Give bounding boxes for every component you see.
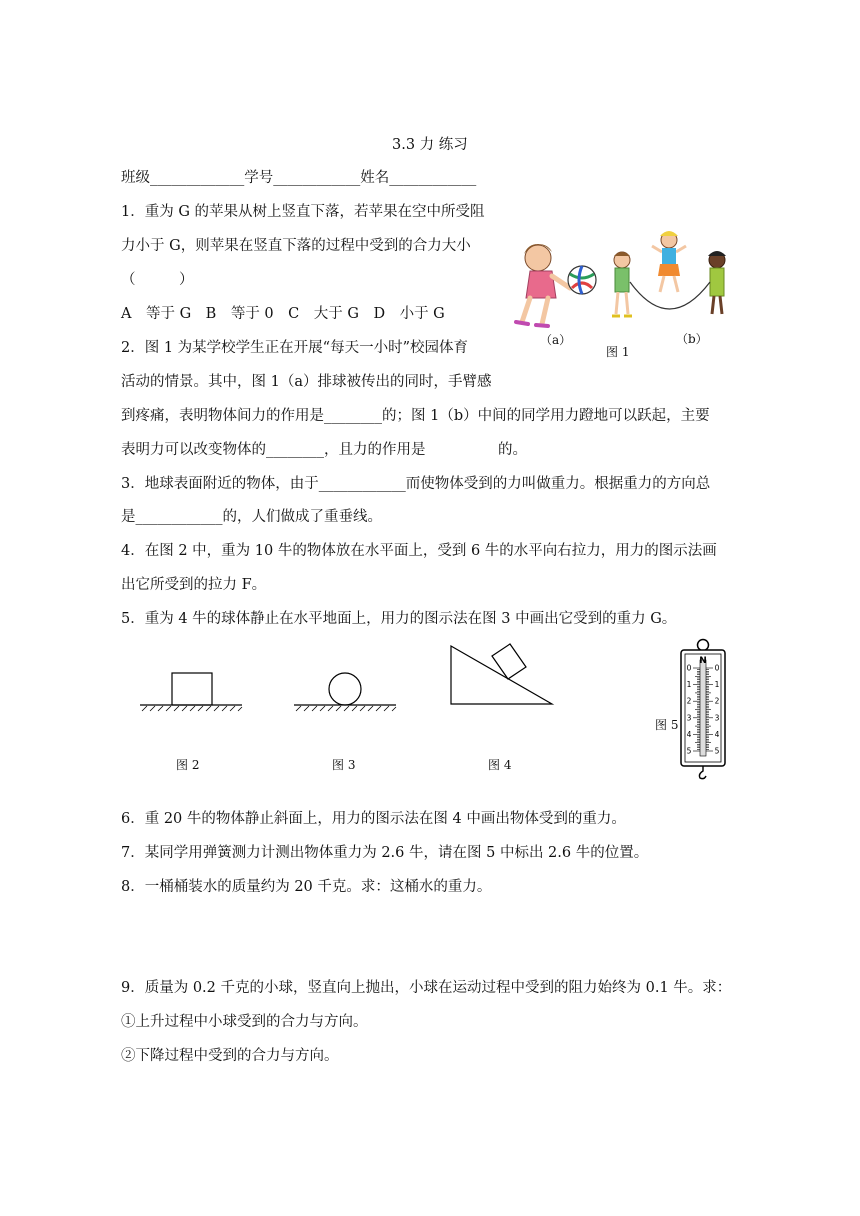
q1-line-1: 1．重为 G 的苹果从树上竖直下落，若苹果在空中所受阻 — [121, 204, 485, 220]
scale-tick-label: 2 — [714, 696, 720, 706]
volleyball-icon — [568, 266, 596, 294]
q4-line-2: 出它所受到的拉力 F。 — [121, 577, 267, 593]
q2-line-3: 到疼痛，表明物体间力的作用是________的；图 1（b）中间的同学用力蹬地可以跃起，主要 — [121, 408, 710, 424]
scale-tick-label: 5 — [714, 746, 720, 756]
scale-tick-label: 3 — [686, 713, 692, 723]
scale-tick-label: 3 — [714, 713, 720, 723]
student-info-line: 班级_____________学号____________姓名____________ — [121, 170, 477, 186]
q9-line-1: 9．质量为 0.2 千克的小球，竖直向上抛出，小球在运动过程中受到的阻力始终为 0.1 牛。求： — [121, 980, 732, 996]
q2-line-4: 表明力可以改变物体的________，且力的作用是 的。 — [121, 442, 527, 458]
ball-shape — [329, 673, 361, 705]
q9-line-3: ②下降过程中受到的合力与方向。 — [121, 1048, 339, 1064]
q8-text: 8．一桶桶装水的质量约为 20 千克。求：这桶水的重力。 — [121, 879, 492, 895]
jump-rope-kid-right-icon — [708, 251, 726, 314]
scale-tick-label: 5 — [686, 746, 692, 756]
q3-line-2: 是____________的，人们做成了重垂线。 — [121, 509, 382, 525]
figure-1a-caption: （a） — [540, 333, 572, 347]
scale-tick-label: 0 — [714, 663, 720, 673]
scale-tick-label: 4 — [686, 729, 692, 739]
jump-rope-kid-center-icon — [652, 231, 686, 292]
q4-line-1: 4．在图 2 中，重为 10 牛的物体放在水平面上，受到 6 牛的水平向右拉力，用力的图示法画 — [121, 543, 717, 559]
spring-scale-icon — [678, 638, 728, 780]
q1-line-2: 力小于 G，则苹果在竖直下落的过程中受到的合力大小 — [121, 238, 471, 254]
q1-line-3: （ ） — [121, 272, 194, 288]
q2-line-2: 活动的情景。其中，图 1（a）排球被传出的同时，手臂感 — [121, 374, 492, 390]
ground-hatching — [296, 706, 396, 711]
figure-5-caption: 图 5 — [655, 718, 679, 732]
scale-tick-label: 4 — [714, 729, 720, 739]
figure-4-caption: 图 4 — [488, 758, 512, 772]
scale-tick-label: 2 — [686, 696, 692, 706]
figure-1-caption: 图 1 — [606, 345, 630, 359]
q5-text: 5．重为 4 牛的球体静止在水平地面上，用力的图示法在图 3 中画出它受到的重力 G。 — [121, 611, 677, 627]
q1-options: A 等于 G B 等于 0 C 大于 G D 小于 G — [121, 306, 445, 322]
jump-rope-kid-left-icon — [612, 252, 632, 316]
scale-tick-label: 0 — [686, 663, 692, 673]
jump-rope-icon — [630, 282, 710, 309]
block-shape — [172, 673, 212, 705]
page-title: 3.3 力 练习 — [392, 137, 468, 153]
figure-3-caption: 图 3 — [332, 758, 356, 772]
figure-2-caption: 图 2 — [176, 758, 200, 772]
figure-1-illustration — [512, 226, 742, 336]
volleyball-girl-icon — [516, 244, 570, 326]
scale-tick-label: 1 — [714, 680, 720, 690]
scale-tick-label: 1 — [686, 680, 692, 690]
figure-3-diagram — [292, 670, 398, 720]
q7-text: 7．某同学用弹簧测力计测出物体重力为 2.6 牛，请在图 5 中标出 2.6 牛的位置。 — [121, 845, 649, 861]
q9-line-2: ①上升过程中小球受到的合力与方向。 — [121, 1014, 368, 1030]
q3-line-1: 3．地球表面附近的物体，由于____________而使物体受到的力叫做重力。根据重力的方向总 — [121, 476, 711, 492]
q6-text: 6．重 20 牛的物体静止斜面上，用力的图示法在图 4 中画出物体受到的重力。 — [121, 811, 626, 827]
scale-unit-label: N — [699, 656, 707, 666]
q2-line-1: 2．图 1 为某学校学生正在开展“每天一小时”校园体育 — [121, 340, 468, 356]
figure-4-diagram — [446, 640, 556, 708]
figure-1b-caption: （b） — [676, 332, 708, 346]
block-on-incline-shape — [492, 644, 526, 679]
ground-hatching — [142, 706, 242, 711]
figure-2-diagram — [138, 670, 244, 720]
